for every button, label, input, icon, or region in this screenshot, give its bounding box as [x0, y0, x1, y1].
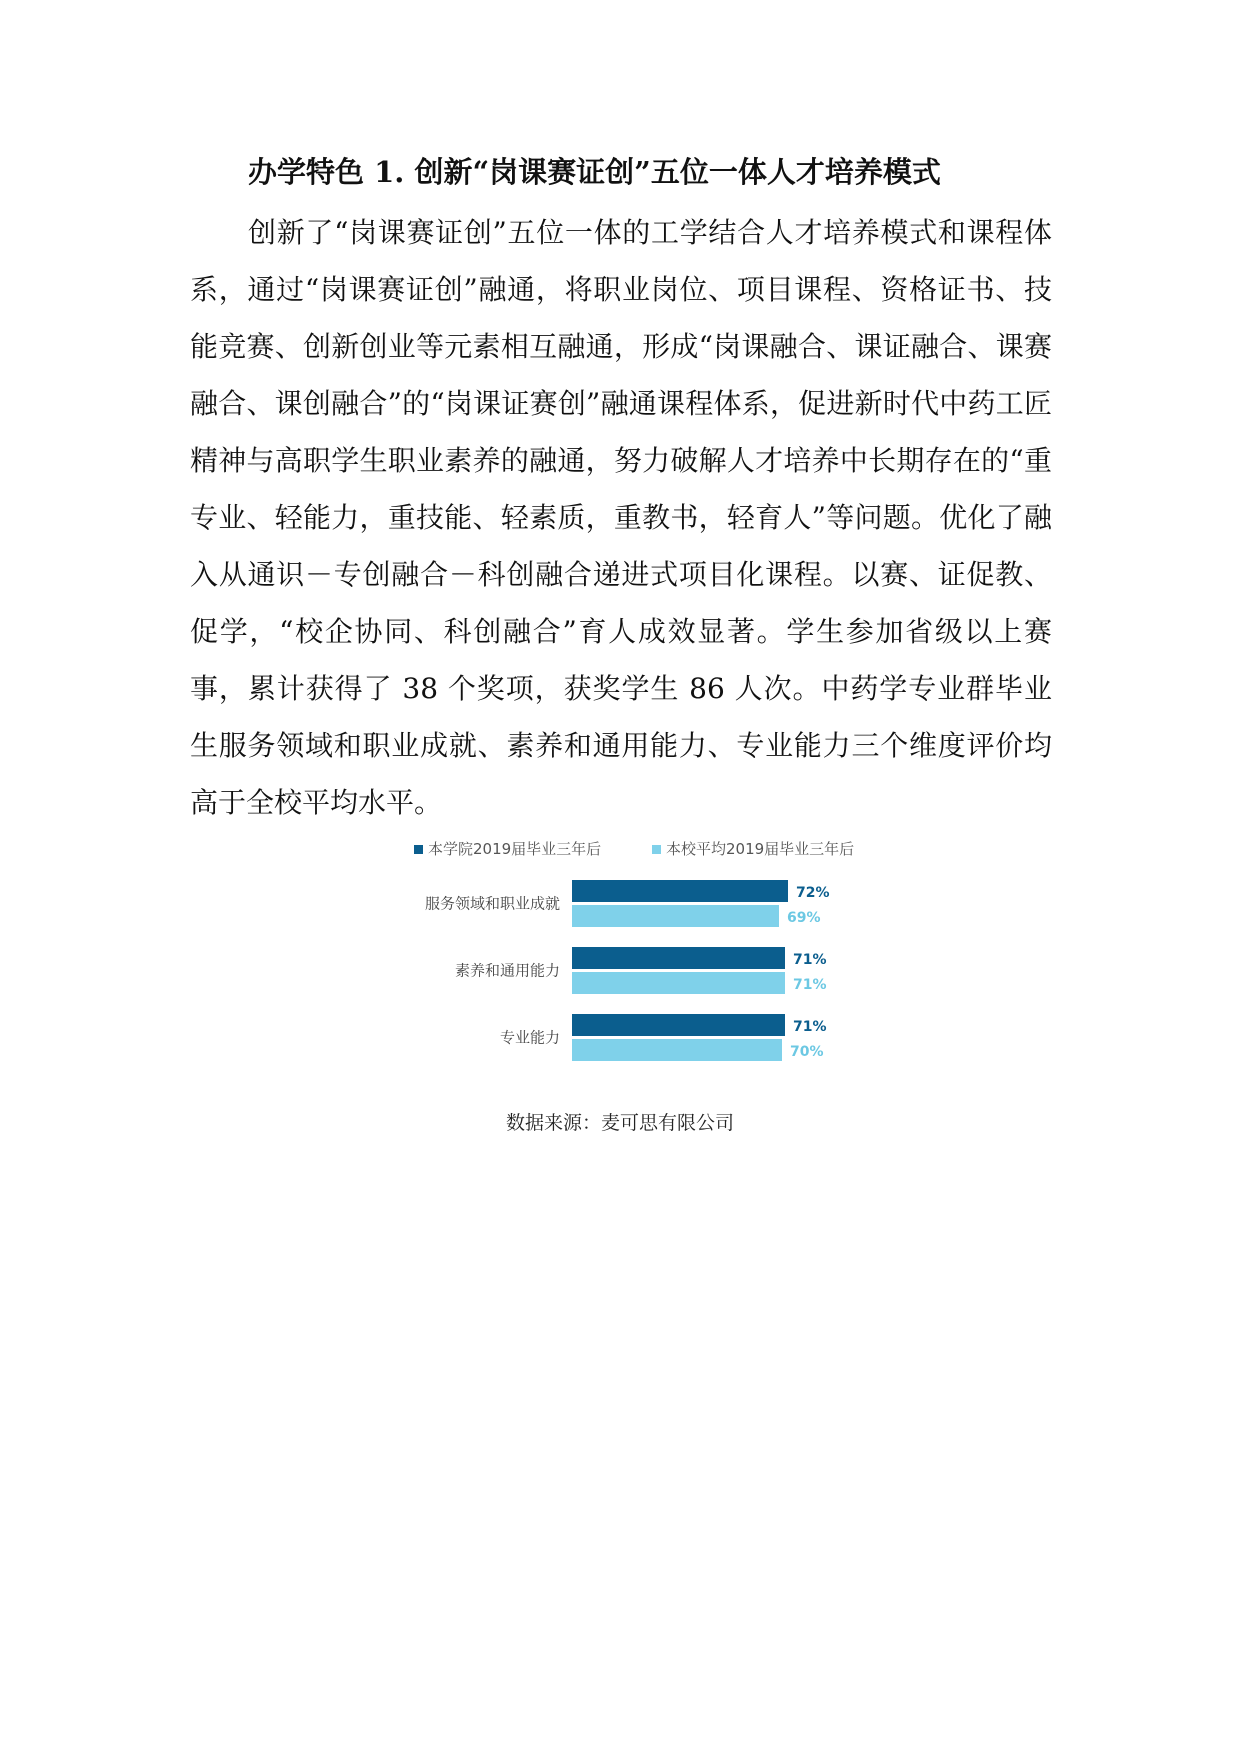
- legend-swatch-2: [652, 845, 661, 854]
- category-label-3: 专业能力: [499, 1028, 560, 1047]
- data-label-s2-c3: 70%: [790, 1044, 824, 1060]
- data-label-s1-c1: 72%: [796, 885, 830, 901]
- bar-s1-c2: [572, 947, 785, 969]
- bar-s2-c1: [572, 905, 779, 927]
- category-label-1: 服务领域和职业成就: [424, 894, 560, 913]
- data-label-s2-c1: 69%: [787, 910, 821, 926]
- section-heading: 办学特色 1. 创新“岗课赛证创”五位一体人才培养模式: [248, 155, 941, 189]
- category-label-2: 素养和通用能力: [454, 961, 560, 980]
- comparison-bar-chart: [390, 835, 910, 1095]
- bar-s1-c1: [572, 880, 788, 902]
- data-source-caption: 数据来源：麦可思有限公司: [505, 1112, 734, 1134]
- bar-s2-c3: [572, 1039, 782, 1061]
- chart-canvas: [390, 835, 910, 1095]
- data-label-s1-c3: 71%: [793, 1019, 827, 1035]
- bar-s2-c2: [572, 972, 785, 994]
- data-label-s2-c2: 71%: [793, 977, 827, 993]
- legend-label-1: 本学院2019届毕业三年后: [428, 840, 602, 858]
- legend-label-2: 本校平均2019届毕业三年后: [666, 840, 855, 858]
- legend-swatch-1: [414, 845, 423, 854]
- body-paragraph: 创新了“岗课赛证创”五位一体的工学结合人才培养模式和课程体系，通过“岗课赛证创”融通，将职业岗位、项目课程、资格证书、技能竞赛、创新创业等元素相互融通，形成“岗课融合、课证融合、课赛融合、课创融合”的“岗课证赛创”融通课程体系，促进新时代中药工匠精神与高职学生职业素养的融通，努力破解人才培养中长期存在的“重专业、轻能力，重技能、轻素质，重教书，轻育人”等问题。优化了融入从通识－专创融合－科创融合递进式项目化课程。以赛、证促教、促学，“校企协同、科创融合”育人成效显著。学生参加省级以上赛事，累计获得了 38 个奖项，获奖学生 86 人次。中药学专业群毕业生服务领域和职业成就、素养和通用能力、专业能力三个维度评价均高于全校平均水平。: [190, 216, 1052, 819]
- data-label-s1-c2: 71%: [793, 952, 827, 968]
- bar-s1-c3: [572, 1014, 785, 1036]
